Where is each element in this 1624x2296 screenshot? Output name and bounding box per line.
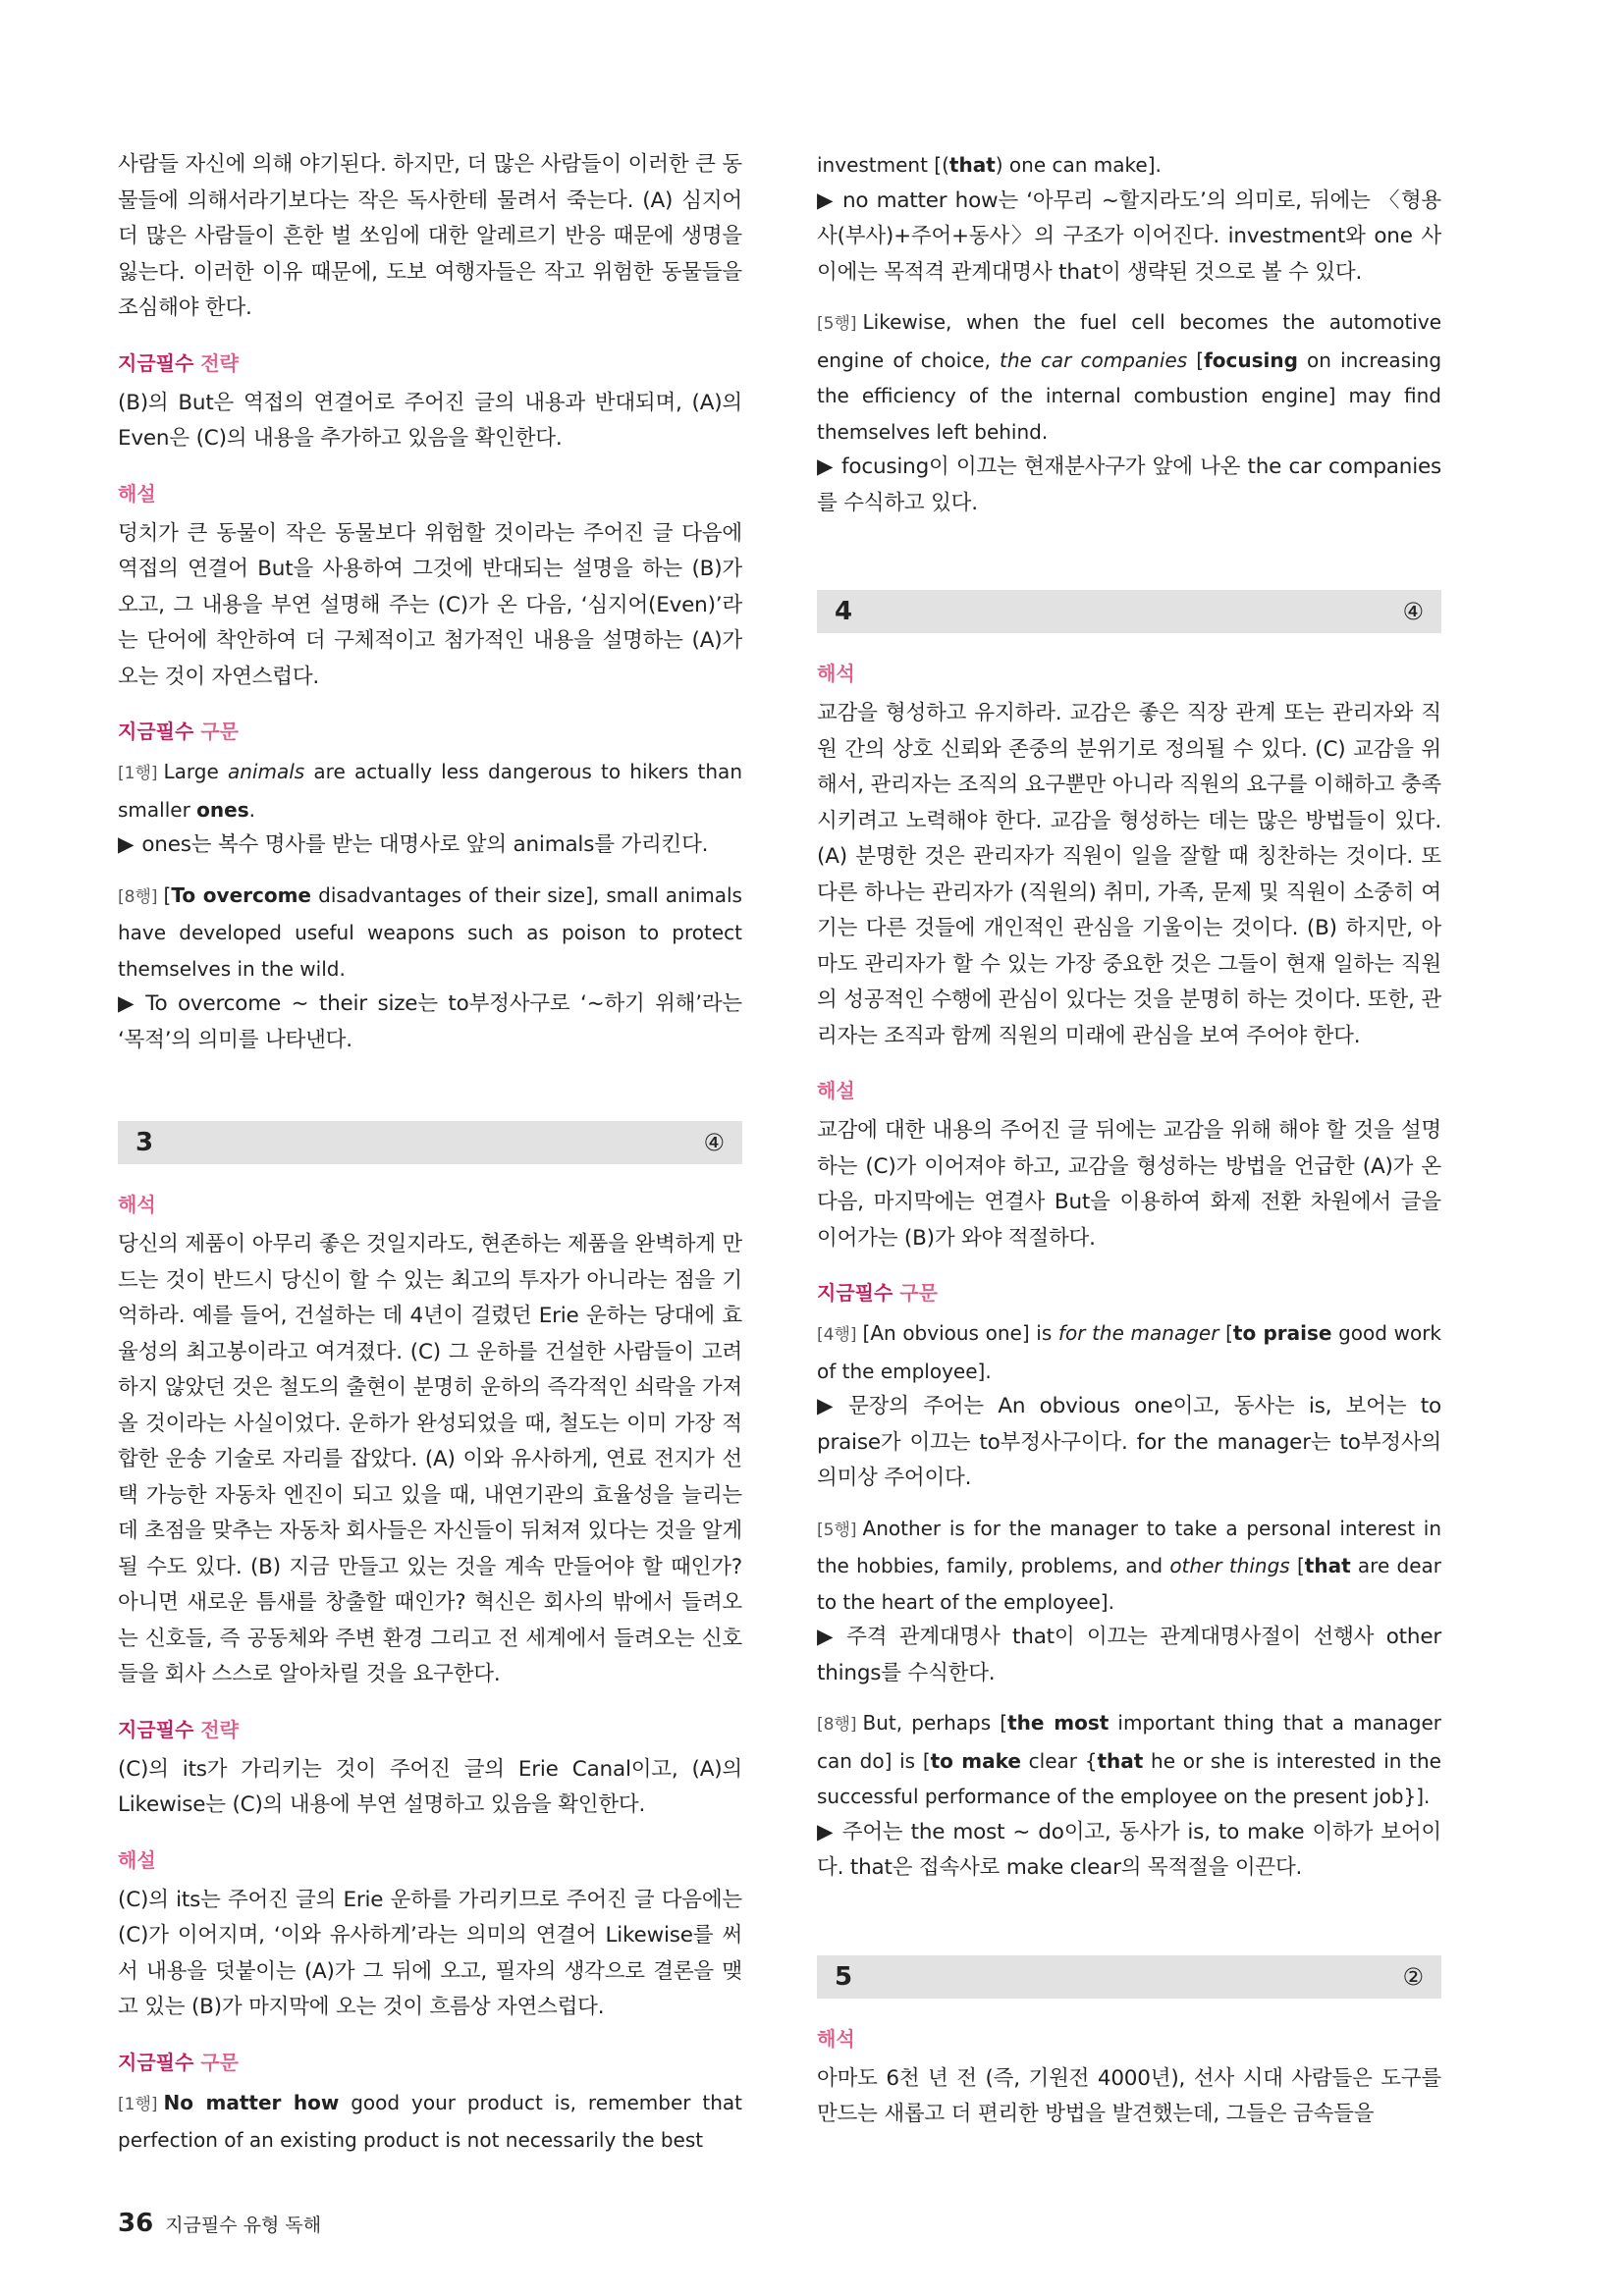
q3-translation: 당신의 제품이 아무리 좋은 것일지라도, 현존하는 제품을 완벽하게 만드는 것이 반드시 당신이 할 수 있는 최고의 투자가 아니라는 점을 기억하라. 예를 들어, 건설하는 데 4년이 걸렸던 Erie 운하는 당대에 효율성의 최고봉이라고 여겨졌다. (C) 그 운하를 건설한 사람들이 고려하지 않았던 것은 철도의 출현이 분명히 운하의 즉각적인 쇠락을 가져올 것이라는 사실이었다. 운하가 완성되었을 때, 철도는 이미 가장 적합한 운송 기술로 자리를 잡았다. (A) 이와 유사하게, 연료 전지가 선택 가능한 자동차 엔진이 되고 있을 때, 내연기관의 효율성을 늘리는 데 초점을 맞추는 자동차 회사들은 자신들이 뒤쳐져 있다는 것을 알게 될 수도 있다. (B) 지금 만들고 있는 것을 계속 만들어야 할 때인가? 아니면 새로운 틈새를 창출할 때인가? 혁신은 회사의 밖에서 들려오는 신호들, 즉 공동체와 주변 환경 그리고 전 세계에서 들려오는 신호들을 회사 스스로 알아차릴 것을 요구한다. — [118, 1232, 742, 1686]
strategy-text: (B)의 But은 역접의 연결어로 주어진 글의 내용과 반대되며, (A)의 Even은 (C)의 내용을 추가하고 있음을 확인한다. — [118, 390, 742, 451]
answer-mark: ④ — [703, 1129, 725, 1156]
q3-gumun-heading: 지금필수 구문 — [118, 2050, 239, 2074]
answer-mark: ④ — [1402, 598, 1424, 625]
gumun-sentence-2: [8행] [To overcome disadvantages of their size], small animals have developed useful weapons such as poison to protect themselves in the wild. — [118, 882, 742, 981]
q3-gumun-note-1: ▶ no matter how는 ‘아무리 ~할지라도’의 의미로, 뒤에는 〈형용사(부사)+주어+동사〉의 구조가 이어진다. investment와 one 사이에는 목적격 관계대명사 that이 생략된 것으로 볼 수 있다. — [817, 187, 1441, 285]
q3-haeseol-text: (C)의 its는 주어진 글의 Erie 운하를 가리키므로 주어진 글 다음에는 (C)가 이어지며, ‘이와 유사하게’라는 의미의 연결어 Likewise를 써서 내용을 덧붙이는 (A)가 그 뒤에 오고, 필자의 생각으로 결론을 맺고 있는 (B)가 마지막에 오는 것이 흐름상 자연스럽다. — [118, 1887, 742, 2019]
gumun-note-1: ▶ ones는 복수 명사를 받는 대명사로 앞의 animals를 가리킨다. — [118, 832, 709, 857]
left-column — [118, 147, 742, 2159]
q4-haeseol-text: 교감에 대한 내용의 주어진 글 뒤에는 교감을 위해 해야 할 것을 설명하는 (C)가 이어져야 하고, 교감을 형성하는 방법을 언급한 (A)가 온 다음, 마지막에는 연결사 But을 이용하여 화제 전환 차원에서 글을 이어가는 (B)가 와야 적절하다. — [817, 1118, 1441, 1251]
strategy-heading: 지금필수 전략 — [118, 350, 239, 375]
q3-strategy-text: (C)의 its가 가리키는 것이 주어진 글의 Erie Canal이고, (A)의 Likewise는 (C)의 내용에 부연 설명하고 있음을 확인한다. — [118, 1756, 742, 1817]
question-3-bar — [118, 1121, 742, 1164]
right-column — [817, 147, 1441, 2133]
question-number: 3 — [135, 1128, 154, 1157]
q4-gumun-sentence-1: [4행] [An obvious one] is for the manager [to praise good work of the employee]. — [817, 1321, 1442, 1383]
q4-gumun-sentence-3: [8행] But, perhaps [the most important thing that a manager can do] is [to make clear {that he or she is interested in the successful performance of the employee on the present job}]. — [817, 1711, 1442, 1808]
q3-gumun-sentence-1: [1행] No matter how good your product is, remember that perfection of an existing product is not necessarily the best — [118, 2090, 742, 2152]
gumun-sentence-1: [1행] Large animals are actually less dangerous to hikers than smaller ones. — [118, 760, 742, 822]
q3-gumun-note-2: ▶ focusing이 이끄는 현재분사구가 앞에 나온 the car companies를 수식하고 있다. — [817, 454, 1441, 515]
gumun-note-2: ▶ To overcome ~ their size는 to부정사구로 ‘~하기 위해’라는 ‘목적’의 의미를 나타낸다. — [118, 991, 742, 1052]
answer-mark: ② — [1402, 1962, 1424, 1991]
q4-gumun-sentence-2: [5행] Another is for the manager to take a personal interest in the hobbies, family, problems, and other things [that are dear to the heart of the employee]. — [817, 1516, 1441, 1614]
q4-translation: 교감을 형성하고 유지하라. 교감은 좋은 직장 관계 또는 관리자와 직원 간의 상호 신뢰와 존중의 분위기로 정의될 수 있다. (C) 교감을 위해서, 관리자는 조직의 요구뿐만 아니라 직원의 요구를 이해하고 충족시키려고 노력해야 한다. 교감을 형성하는 데는 많은 방법들이 있다. (A) 분명한 것은 관리자가 직원이 일을 잘할 때 칭찬하는 것이다. 또 다른 하나는 관리자가 (직원의) 취미, 가족, 문제 및 직원이 소중히 여기는 다른 것들에 개인적인 관심을 기울이는 것이다. (B) 하지만, 아마도 관리자가 할 수 있는 가장 중요한 것은 그들이 현재 일하는 직원의 성공적인 수행에 관심이 있다는 것을 분명히 하는 것이다. 또한, 관리자는 조직과 함께 직원의 미래에 관심을 보여 주어야 한다. — [817, 701, 1441, 1048]
q4-haeseol-heading: 해설 — [817, 1079, 855, 1102]
q4-gumun-note-2: ▶ 주격 관계대명사 that이 이끄는 관계대명사절이 선행사 other things를 수식한다. — [817, 1625, 1441, 1685]
haeseol-heading: 해설 — [118, 481, 156, 506]
q3-haeseol-heading: 해설 — [118, 1847, 156, 1872]
haeseol-text: 덩치가 큰 동물이 작은 동물보다 위험할 것이라는 주어진 글 다음에 역접의 연결어 But을 사용하여 그것에 반대되는 설명을 하는 (B)가 오고, 그 내용을 부연 설명해 주는 (C)가 온 다음, ‘심지어(Even)’라는 단어에 착안하여 더 구체적이고 첨가적인 내용을 설명하는 (A)가 오는 것이 자연스럽다. — [118, 520, 742, 689]
q4-haeseok-heading: 해석 — [817, 662, 855, 685]
question-4-bar — [817, 590, 1441, 633]
q4-gumun-note-1: ▶ 문장의 주어는 An obvious one이고, 동사는 is, 보어는 to praise가 이끄는 to부정사구이다. for the manager는 to부정사의 의미상 주어이다. — [817, 1394, 1441, 1490]
question-number: 5 — [835, 1961, 853, 1992]
page-number: 36 — [118, 2209, 154, 2238]
gumun-heading: 지금필수 구문 — [118, 720, 239, 743]
page-footer — [118, 2209, 321, 2238]
q5-translation: 아마도 6천 년 전 (즉, 기원전 4000년), 선사 시대 사람들은 도구를 만드는 새롭고 더 편리한 방법을 발견했는데, 그들은 금속들을 — [817, 2065, 1441, 2126]
q4-gumun-heading: 지금필수 구문 — [817, 1281, 938, 1305]
book-title: 지금필수 유형 독해 — [165, 2215, 322, 2236]
q5-haeseok-heading: 해석 — [817, 2026, 855, 2051]
haeseok-heading: 해석 — [118, 1193, 156, 1216]
question-number: 4 — [835, 597, 853, 626]
q3-gumun-sentence-2: [5행] Likewise, when the fuel cell becomes the automotive engine of choice, the car companies [focusing on increasing the efficiency of the internal combustion engine] may find themselves left behind. — [817, 310, 1442, 444]
q3-strategy-heading: 지금필수 전략 — [118, 1717, 239, 1741]
q3-gumun-continued: investment [(that) one can make]. — [817, 153, 1162, 177]
q4-gumun-note-3: ▶ 주어는 the most ~ do이고, 동사가 is, to make 이하가 보어이다. that은 접속사로 make clear의 목적절을 이끈다. — [817, 1819, 1441, 1880]
intro-paragraph: 사람들 자신에 의해 야기된다. 하지만, 더 많은 사람들이 이러한 큰 동물들에 의해서라기보다는 작은 독사한테 물려서 죽는다. (A) 심지어 더 많은 사람들이 흔한 벌 쏘임에 대한 알레르기 반응 때문에 생명을 잃는다. 이러한 이유 때문에, 도보 여행자들은 작고 위험한 동물들을 조심해야 한다. — [118, 152, 742, 320]
question-5-bar — [817, 1955, 1441, 1999]
